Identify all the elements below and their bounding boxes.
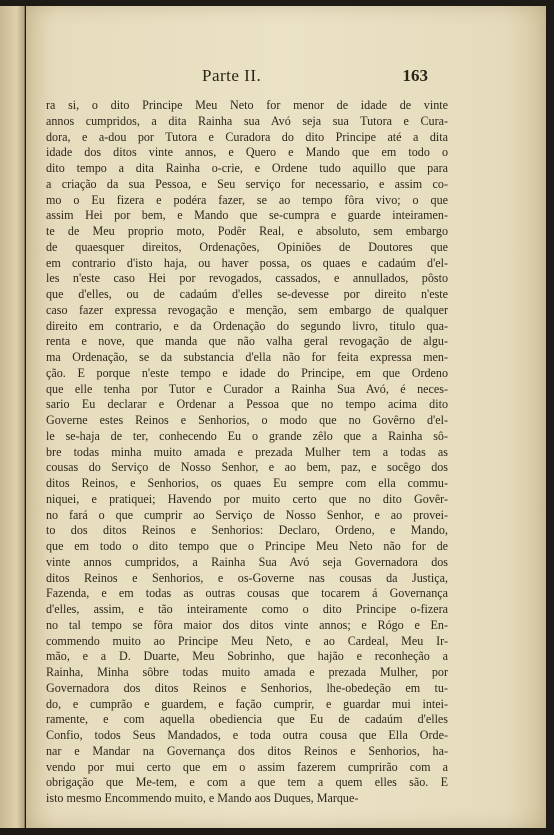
text-line: nar e Mandar na Governança dos ditos Reinos e Senhorios, ha- (46, 743, 448, 758)
text-line: to dos ditos Reinos e Senhorios: Declaro, Ordeno, e Mando, (46, 523, 448, 538)
text-line: le se-haja de ter, conhecendo Eu o grande zêlo que a Rainha sô- (46, 428, 448, 443)
text-line: de quaesquer direitos, Ordenações, Opiniões de Doutores que (46, 239, 448, 254)
text-line: commendo muito ao Principe Meu Neto, e ao Cardeal, Meu Ir- (46, 633, 448, 648)
text-line: Confio, todos Seus Mandados, e toda outra cousa que Ella Orde- (46, 728, 448, 742)
text-line: mo o Eu fizera e podéra fazer, se ao tempo fôra vivo; o que (46, 192, 448, 207)
page-header (26, 64, 546, 90)
text-line: annos cumpridos, a dita Rainha sua Avó seja sua Tutora e Cura- (46, 113, 448, 128)
text-line: do, e cumprão e guardem, e fação cumprir, e guardar mui intei- (46, 696, 448, 711)
text-line: a criação da sua Pessoa, e Seu serviço for necessario, e assim co- (46, 176, 448, 191)
text-line: Fazenda, e em todas as outras cousas que tocarem á Governança (46, 586, 448, 601)
body-text (46, 98, 448, 807)
text-line: cousas do Serviço de Nosso Senhor, e ao bem, paz, e socêgo dos (46, 460, 448, 475)
running-head: Parte II. (202, 66, 262, 85)
text-line: dora, e a-dou por Tutora e Curadora do dito Principe até a dita (46, 129, 448, 144)
text-line: isto mesmo Encommendo muito, e Mando aos Duques, Marque- (46, 791, 359, 805)
text-line: ra si, o dito Principe Meu Neto for menor de idade de vinte (46, 98, 448, 112)
text-line: Rainha, Minha sôbre todas muito amada e prezada Mulher, por (46, 665, 448, 679)
text-line: renta e nove, que manda que não valha geral revogação de algu- (46, 334, 448, 349)
text-line: ramente, e com aquella obediencia que Eu de cadaúm d'elles (46, 712, 448, 727)
text-line: les n'este caso Hei por revogados, cassados, e annullados, pôsto (46, 271, 448, 286)
text-line: te de Meu proprio moto, Podêr Real, e absoluto, sem embargo (46, 224, 448, 238)
text-line: niquei, e pratiquei; Havendo por muito certo que no dito Govêr- (46, 491, 448, 506)
text-line: obrigação que Me-tem, e com a que tem a quem elles são. E (46, 775, 448, 790)
text-line: no tal tempo se fôra maior dos ditos vinte annos; e Rógo e En- (46, 617, 448, 632)
text-line: vendo por mui certo que em o assim fazerem cumprirão com a (46, 759, 448, 774)
text-line: Governadora dos ditos Reinos e Senhorios, lhe-obedeção em tu- (46, 680, 448, 695)
text-line: caso fazer expressa revogação e menção, sem embargo de qualquer (46, 302, 448, 317)
text-line: em contrario d'isto haja, ou haver possa, os quaes e cadaúm d'el- (46, 255, 448, 270)
text-line: Governe estes Reinos e Senhorios, o modo que no Govêrno d'el- (46, 413, 448, 427)
text-line: vinte annos cumpridos, a Rainha Sua Avó seja Governadora dos (46, 554, 448, 569)
text-line: idade dos ditos vinte annos, e Quero e Mando que em todo o (46, 145, 448, 160)
page-number: 163 (402, 66, 428, 85)
text-line: no fará o que cumprir ao Serviço de Nosso Senhor, e ao provei- (46, 507, 448, 522)
text-line: ção. E porque n'este tempo e idade do Principe, em que Ordeno (46, 365, 448, 380)
text-line: mão, e a D. Duarte, Meu Sobrinho, que hajão e reconheção a (46, 649, 448, 664)
page (26, 6, 546, 828)
facing-page-edge (0, 6, 25, 828)
text-line: ditos Reinos e Senhorios, e os-Governe nas cousas da Justiça, (46, 570, 448, 585)
text-line: dito tempo a dita Rainha o-crie, e Ordene tudo aquillo que para (46, 161, 448, 175)
text-line: que elle tenha por Tutor e Curador a Rainha Sua Avó, é neces- (46, 381, 448, 396)
text-line: ma Ordenação, se da substancia d'ella não for feita expressa men- (46, 350, 448, 364)
text-line: que em todo o dito tempo que o Principe Meu Neto não for de (46, 539, 448, 553)
text-line: direito em contrario, e da Ordenação do segundo livro, titulo qua- (46, 318, 448, 333)
text-line: d'elles, assim, e tão inteiramente como o dito Principe o-fizera (46, 602, 448, 616)
text-line: assim Hei por bem, e Mando que se-cumpra e guarde inteiramen- (46, 208, 448, 223)
text-line: ditos Reinos, e Senhorios, os quaes Eu sempre com ella commu- (46, 476, 448, 490)
text-line: sario Eu declarar e Ordenar a Pessoa que no tempo acima dito (46, 397, 448, 412)
text-line: bre todas minha muito amada e prezada Mulher tem a todas as (46, 444, 448, 459)
text-line: que d'elles, ou de cadaúm d'elles se-devesse por direito n'este (46, 287, 448, 301)
